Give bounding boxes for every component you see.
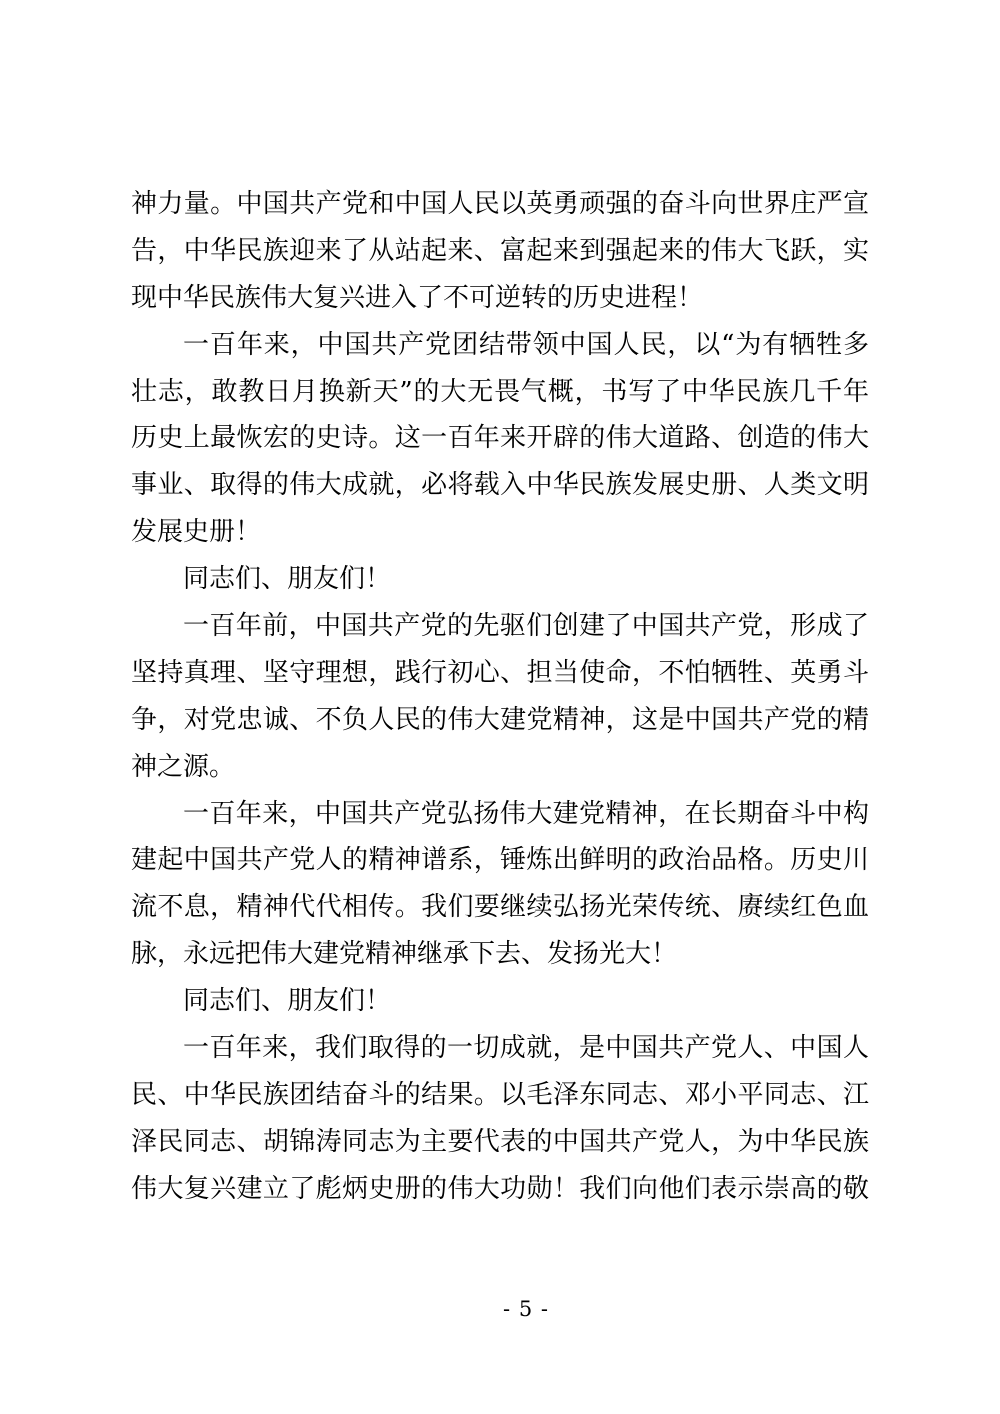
text-line: 历史上最恢宏的史诗。这一百年来开辟的伟大道路、创造的伟大 — [131, 423, 869, 454]
document-body — [131, 181, 869, 1213]
text-line: 一百年前，中国共产党的先驱们创建了中国共产党，形成了 — [183, 611, 869, 642]
text-line: 神力量。中国共产党和中国人民以英勇顽强的奋斗向世界庄严宣 — [131, 189, 869, 219]
text-line: 伟大复兴建立了彪炳史册的伟大功勋！我们向他们表示崇高的敬 — [131, 1173, 869, 1204]
text-line: 一百年来，中国共产党弘扬伟大建党精神，在长期奋斗中构 — [183, 798, 869, 829]
text-line: 同志们、朋友们！ — [183, 986, 392, 1017]
text-line: 脉，永远把伟大建党精神继承下去、发扬光大！ — [131, 939, 678, 970]
text-line: 神之源。 — [131, 751, 236, 782]
text-line: 争，对党忠诚、不负人民的伟大建党精神，这是中国共产党的精 — [131, 704, 869, 735]
text-line: 一百年来，我们取得的一切成就，是中国共产党人、中国人 — [183, 1033, 869, 1064]
text-line: 同志们、朋友们！ — [183, 564, 392, 595]
text-line: 民、中华民族团结奋斗的结果。以毛泽东同志、邓小平同志、江 — [131, 1079, 869, 1110]
text-line: 坚持真理、坚守理想，践行初心、担当使命，不怕牺牲、英勇斗 — [131, 657, 869, 688]
text-line: 一百年来，中国共产党团结带领中国人民，以“为有牺牲多 — [183, 329, 869, 360]
text-line: 现中华民族伟大复兴进入了不可逆转的历史进程！ — [131, 282, 704, 313]
text-line: 流不息，精神代代相传。我们要继续弘扬光荣传统、赓续红色血 — [131, 892, 869, 923]
text-line: 告，中华民族迎来了从站起来、富起来到强起来的伟大飞跃，实 — [131, 235, 869, 266]
text-line: 发展史册！ — [131, 517, 262, 548]
text-line: 建起中国共产党人的精神谱系，锤炼出鲜明的政治品格。历史川 — [131, 845, 869, 876]
page-number: - 5 - — [503, 1297, 549, 1321]
text-line: 泽民同志、胡锦涛同志为主要代表的中国共产党人，为中华民族 — [131, 1126, 869, 1157]
text-line: 事业、取得的伟大成就，必将载入中华民族发展史册、人类文明 — [131, 470, 869, 501]
text-line: 壮志，敢教日月换新天”的大无畏气概，书写了中华民族几千年 — [131, 376, 869, 407]
